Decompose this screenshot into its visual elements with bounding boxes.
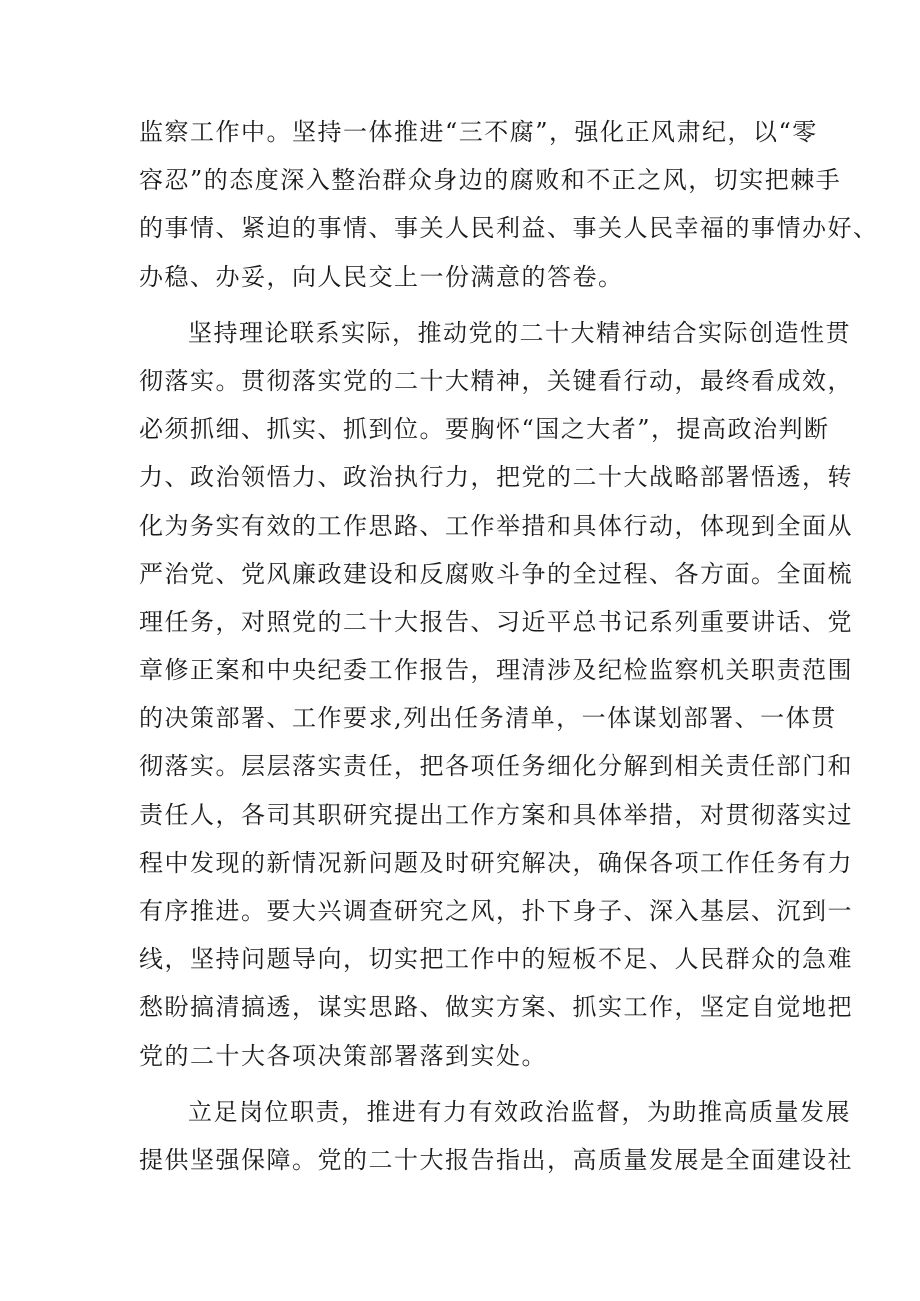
text-line: 有序推进。要大兴调查研究之风，扑下身子、深入基层、沉到一 [139,897,853,925]
text-line: 线，坚持问题导向，切实把工作中的短板不足、人民群众的急难 [139,945,853,974]
text-line: 必须抓细、抓实、抓到位。要胸怀“国之大者”，提高政治判断 [139,415,830,444]
text-line: 严治党、党风廉政建设和反腐败斗争的全过程、各方面。全面梳 [139,559,853,588]
text-line: 化为务实有效的工作思路、工作举措和具体行动，体现到全面从 [139,511,853,540]
text-line: 程中发现的新情况新问题及时研究解决，确保各项工作任务有力 [139,848,853,877]
text-line: 坚持理论联系实际，推动党的二十大精神结合实际创造性贯 [188,318,851,347]
body-text [139,108,879,1184]
paragraph [139,1088,853,1184]
text-line: 理任务，对照党的二十大报告、习近平总书记系列重要讲话、党 [139,607,853,636]
text-line: 立足岗位职责，推进有力有效政治监督，为助推高质量发展 [188,1097,851,1126]
text-line: 章修正案和中央纪委工作报告，理清涉及纪检监察机关职责范围 [139,656,853,685]
text-line: 提供坚强保障。党的二十大报告指出，高质量发展是全面建设社 [139,1145,853,1174]
text-line: 力、政治领悟力、政治执行力，把党的二十大战略部署悟透，转 [139,463,853,492]
text-line: 监察工作中。坚持一体推进“三不腐”，强化正风肃纪，以“零 [139,118,818,146]
text-line: 的事情、紧迫的事情、事关人民利益、事关人民幸福的事情办好、 [139,214,879,243]
text-line: 责任人，各司其职研究提出工作方案和具体举措，对贯彻落实过 [139,800,853,829]
text-line: 党的二十大各项决策部署落到实处。 [139,1041,547,1070]
text-line: 彻落实。贯彻落实党的二十大精神，关键看行动，最终看成效， [139,366,853,395]
paragraph [139,108,879,301]
text-line: 愁盼搞清搞透，谋实思路、做实方案、抓实工作，坚定自觉地把 [139,993,853,1022]
text-line: 容忍”的态度深入整治群众身边的腐败和不正之风，切实把棘手 [139,166,842,195]
paragraph [139,309,853,1080]
text-line: 的决策部署、工作要求,列出任务清单，一体谋划部署、一体贯 [139,704,837,733]
text-line: 彻落实。层层落实责任，把各项任务细化分解到相关责任部门和 [139,752,853,781]
text-line: 办稳、办妥，向人民交上一份满意的答卷。 [139,262,624,291]
